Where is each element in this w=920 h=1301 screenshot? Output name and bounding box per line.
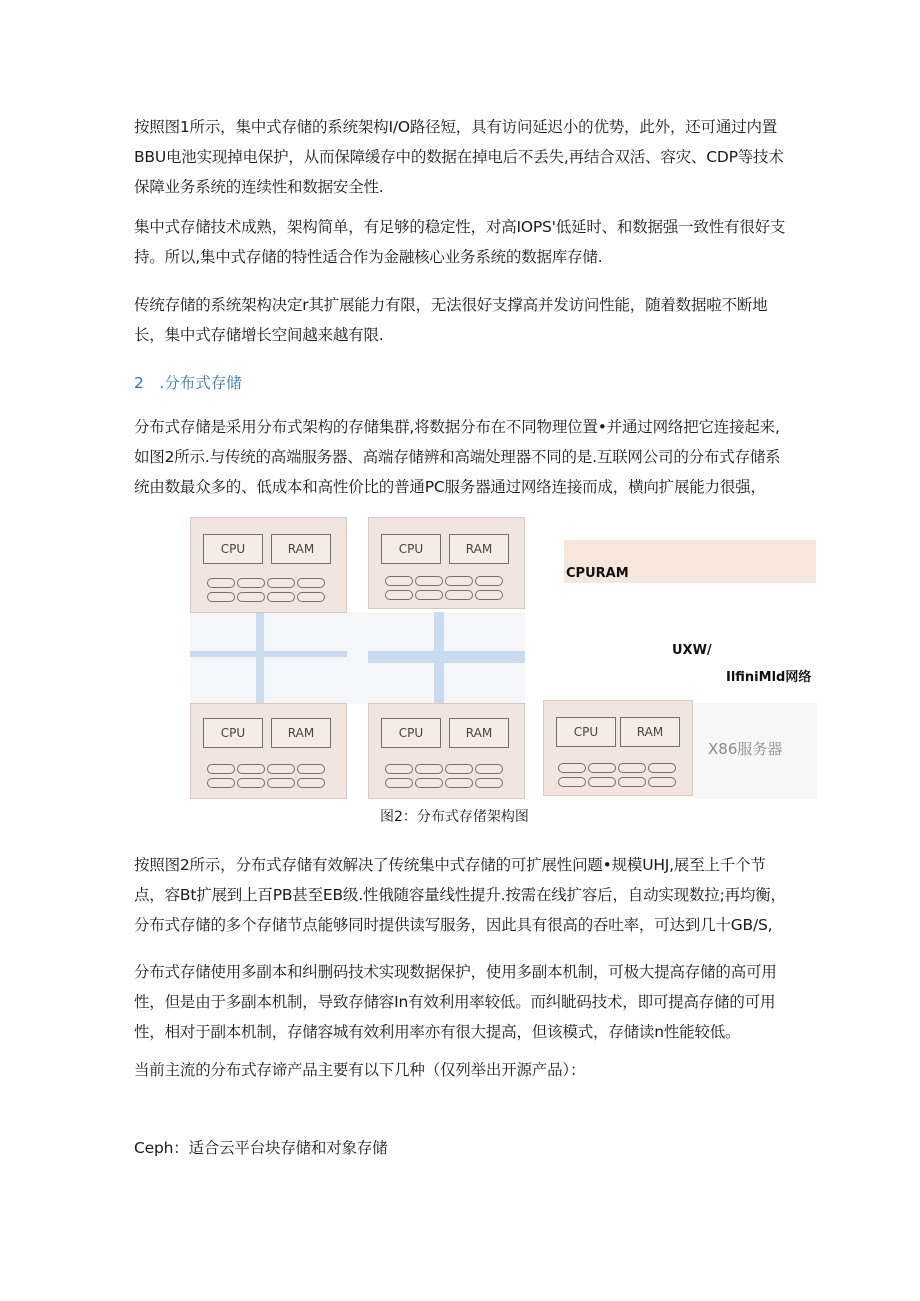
server-node [190, 703, 347, 799]
disk-icon [207, 592, 235, 602]
paragraph-2: 集中式存储技术成熟，架构简单，有足够的稳定性，对高IOPS'低延时、和数据强一致性有很好支持。所以,集中式存储的特性适合作为金融核心业务系统的数据库存储. [134, 218, 786, 266]
disk-icon [267, 592, 295, 602]
cpu-chip: CPU [381, 534, 441, 564]
disk-icon [385, 778, 413, 788]
disk-icon [558, 777, 586, 787]
network-riser-2 [434, 612, 444, 704]
disk-icon [618, 763, 646, 773]
disk-icon [237, 592, 265, 602]
disk-icon [297, 578, 325, 588]
disk-icon [445, 590, 473, 600]
disk-icon [648, 763, 676, 773]
paragraph-4: 分布式存储是采用分布式架构的存储集群,将数据分布在不同物理位置•并通过网络把它连接起来,如图2所示.与传统的高端服务器、高端存储辨和高端处理器不同的是.互联网公司的分布式存储系统由数最众多的、低成本和高性价比的普通PC服务器通过网络连接而成，横向扩展能力很强， [134, 418, 781, 496]
ram-chip: RAM [449, 718, 509, 748]
paragraph-6: 分布式存储使用多副本和纠删码技术实现数据保护，使用多副本机制，可极大提高存储的高可用性，但是由于多副本机制，导致存储容In有效利用率较低。而纠眦码技术，即可提高存储的可用性，相对于副本机制，存储容城有效利用率亦有很大提高，但该模式，存储读n性能较低。 [134, 963, 777, 1041]
disk-icon [237, 578, 265, 588]
network-riser-1 [256, 612, 264, 704]
disk-icon [558, 763, 586, 773]
disk-icon [415, 778, 443, 788]
ram-chip: RAM [271, 534, 331, 564]
disk-icon [475, 590, 503, 600]
disk-icon [297, 778, 325, 788]
disk-icon [297, 592, 325, 602]
disk-icon [207, 764, 235, 774]
infiniband-label: IlfiniMld网络 [726, 670, 812, 685]
disk-icon [475, 778, 503, 788]
disk-icon [445, 576, 473, 586]
paragraph-5: 按照图2所示，分布式存储有效解决了传统集中式存储的可扩展性问题•规模UHJ,展至上千个节点，容Bt扩展到上百PB甚至EB级.性俄随容量线性提升.按需在线扩容后，自动实现数拉;再均衡，分布式存储的多个存储节点能够同时提供读写服务，因此具有很高的吞吐率，可达到几十GB/S, [134, 856, 786, 934]
disk-icon [385, 576, 413, 586]
disk-icon [385, 590, 413, 600]
paragraph-1: 按照图1所示，集中式存储的系统架构I/O路径短，具有访问延迟小的优势，此外，还可通过内置BBU电池实现掉电保护，从而保障缓存中的数据在掉电后不丢失,再结合双活、容灾、CDP等技术保障业务系统的连续性和数据安全性. [134, 118, 784, 196]
paragraph-8: Ceph：适合云平台块存储和对象存储 [134, 1139, 388, 1157]
disk-icon [415, 590, 443, 600]
disk-icon [385, 764, 413, 774]
network-link-left [190, 651, 347, 657]
disk-icon [207, 778, 235, 788]
paragraph-7: 当前主流的分布式存谛产品主要有以下几种（仅列举出开源产品）： [134, 1061, 586, 1079]
disk-icon [267, 778, 295, 788]
cpu-chip: CPU [381, 718, 441, 748]
disk-icon [618, 777, 646, 787]
disk-icon [445, 778, 473, 788]
uxw-label: UXW/ [672, 643, 712, 658]
server-node [368, 517, 525, 609]
disk-icon [648, 777, 676, 787]
ram-chip: RAM [620, 717, 680, 747]
server-node [543, 700, 693, 796]
cpuram-label: CPURAM [566, 566, 629, 581]
figure-caption: 图2：分布式存偖架构图 [380, 809, 529, 825]
server-node [190, 517, 347, 613]
disk-icon [297, 764, 325, 774]
ram-chip: RAM [449, 534, 509, 564]
disk-icon [237, 764, 265, 774]
disk-icon [267, 578, 295, 588]
disk-icon [237, 778, 265, 788]
disk-icon [588, 777, 616, 787]
disk-icon [588, 763, 616, 773]
paragraph-3: 传统存储的系统架构决定r其扩展能力有限，无法很好支撑高并发访问性能，随着数据啦不断地长，集中式存储增长空间越来越有限. [134, 296, 768, 344]
cpu-chip: CPU [203, 718, 263, 748]
disk-icon [267, 764, 295, 774]
x86-server-label: X86服务器 [708, 740, 783, 758]
ram-chip: RAM [271, 718, 331, 748]
cpu-chip: CPU [556, 717, 616, 747]
disk-icon [415, 576, 443, 586]
disk-icon [415, 764, 443, 774]
cpu-chip: CPU [203, 534, 263, 564]
disk-icon [475, 764, 503, 774]
server-node [368, 703, 525, 799]
disk-icon [445, 764, 473, 774]
network-link-right [368, 651, 525, 663]
disk-icon [475, 576, 503, 586]
section-heading: 2 .分布式存储 [134, 374, 242, 392]
disk-icon [207, 578, 235, 588]
